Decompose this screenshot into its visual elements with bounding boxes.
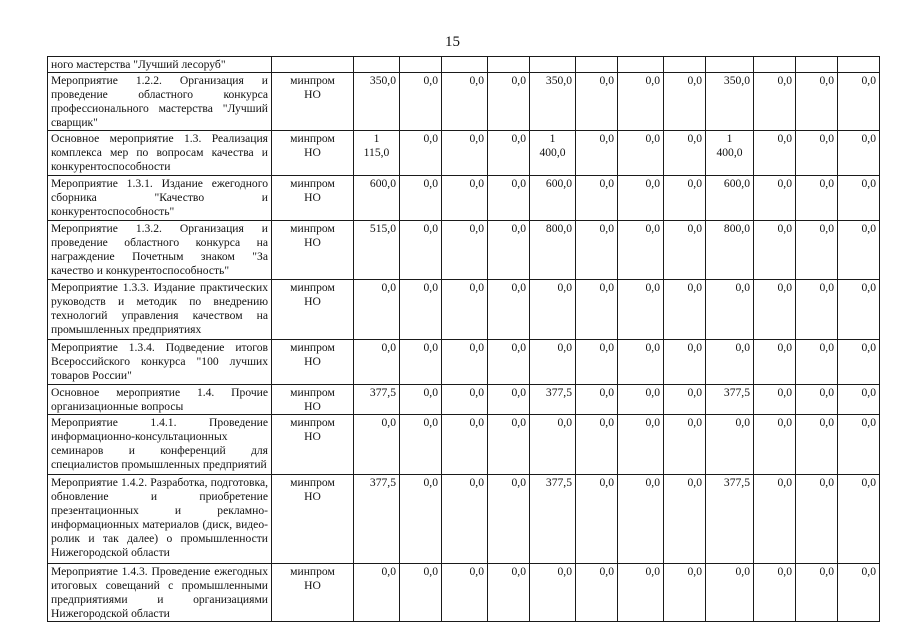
value-cell: 0,0: [400, 131, 442, 176]
value-cell: 0,0: [796, 131, 838, 176]
value-cell: 600,0: [530, 176, 576, 221]
activity-name-cell: Основное мероприятие 1.4. Прочие организационные вопросы: [48, 385, 272, 415]
table-row: [48, 415, 880, 475]
value-cell: 0,0: [838, 564, 880, 622]
value-cell: 0,0: [796, 340, 838, 385]
value-cell: 1 115,0: [354, 131, 400, 176]
value-cell: 0,0: [664, 176, 706, 221]
value-cell: 0,0: [754, 564, 796, 622]
value-cell: [754, 57, 796, 73]
value-cell: 0,0: [400, 415, 442, 475]
executor-cell: минпром НО: [272, 385, 354, 415]
value-cell: 377,5: [530, 475, 576, 564]
value-cell: 0,0: [664, 221, 706, 280]
value-cell: 0,0: [576, 385, 618, 415]
value-cell: [706, 57, 754, 73]
table-row: [48, 475, 880, 564]
value-cell: 0,0: [400, 340, 442, 385]
value-cell: 0,0: [838, 385, 880, 415]
value-cell: 0,0: [442, 415, 488, 475]
value-cell: 377,5: [530, 385, 576, 415]
value-cell: 0,0: [838, 176, 880, 221]
table-row: [48, 57, 880, 73]
value-cell: 0,0: [664, 280, 706, 340]
executor-cell: минпром НО: [272, 221, 354, 280]
value-cell: 0,0: [530, 280, 576, 340]
value-cell: [618, 57, 664, 73]
value-cell: 0,0: [576, 475, 618, 564]
value-cell: [576, 57, 618, 73]
value-cell: 0,0: [618, 131, 664, 176]
value-cell: 0,0: [488, 340, 530, 385]
activity-name-cell: Мероприятие 1.3.4. Подведение итогов Всероссийского конкурса "100 лучших товаров России": [48, 340, 272, 385]
value-cell: 0,0: [754, 475, 796, 564]
value-cell: 0,0: [754, 176, 796, 221]
value-cell: 800,0: [530, 221, 576, 280]
value-cell: 0,0: [796, 73, 838, 131]
activity-name-cell: Мероприятие 1.2.2. Организация и проведение областного конкурса профессионального мастерства "Лучший сварщик": [48, 73, 272, 131]
value-cell: 377,5: [354, 385, 400, 415]
value-cell: 0,0: [618, 73, 664, 131]
value-cell: 0,0: [530, 415, 576, 475]
table-row: [48, 73, 880, 131]
executor-cell: минпром НО: [272, 280, 354, 340]
value-cell: 0,0: [530, 564, 576, 622]
value-cell: 0,0: [754, 221, 796, 280]
value-cell: 0,0: [488, 131, 530, 176]
budget-table: [47, 56, 880, 622]
table-row: [48, 131, 880, 176]
value-cell: 0,0: [442, 475, 488, 564]
value-cell: 0,0: [618, 176, 664, 221]
value-cell: 0,0: [754, 340, 796, 385]
executor-cell: минпром НО: [272, 475, 354, 564]
value-cell: 0,0: [754, 385, 796, 415]
table-row: [48, 221, 880, 280]
value-cell: 0,0: [442, 131, 488, 176]
value-cell: 0,0: [706, 280, 754, 340]
value-cell: 377,5: [354, 475, 400, 564]
value-cell: 0,0: [754, 280, 796, 340]
value-cell: 0,0: [838, 280, 880, 340]
value-cell: 0,0: [664, 73, 706, 131]
value-cell: 0,0: [442, 221, 488, 280]
value-cell: 1 400,0: [530, 131, 576, 176]
value-cell: [796, 57, 838, 73]
executor-cell: [272, 57, 354, 73]
executor-cell: минпром НО: [272, 564, 354, 622]
value-cell: 0,0: [664, 385, 706, 415]
value-cell: 0,0: [664, 415, 706, 475]
value-cell: 0,0: [488, 415, 530, 475]
value-cell: 0,0: [664, 131, 706, 176]
value-cell: 0,0: [400, 176, 442, 221]
value-cell: 0,0: [576, 131, 618, 176]
value-cell: 0,0: [754, 131, 796, 176]
value-cell: 0,0: [796, 415, 838, 475]
value-cell: 0,0: [488, 73, 530, 131]
value-cell: [530, 57, 576, 73]
value-cell: 0,0: [838, 221, 880, 280]
value-cell: 0,0: [400, 564, 442, 622]
activity-name-cell: Мероприятие 1.4.2. Разработка, подготовка, обновление и приобретение презентационных и рекламно-информационных материалов (диск, видео-ролик и так далее) о промышленности Нижегородской области: [48, 475, 272, 564]
value-cell: 0,0: [664, 564, 706, 622]
executor-cell: минпром НО: [272, 131, 354, 176]
value-cell: [838, 57, 880, 73]
value-cell: 0,0: [706, 564, 754, 622]
value-cell: 0,0: [618, 385, 664, 415]
value-cell: 0,0: [442, 385, 488, 415]
value-cell: 0,0: [400, 73, 442, 131]
value-cell: 600,0: [706, 176, 754, 221]
value-cell: 0,0: [354, 415, 400, 475]
value-cell: 0,0: [754, 73, 796, 131]
table-row: [48, 564, 880, 622]
executor-cell: минпром НО: [272, 176, 354, 221]
value-cell: 377,5: [706, 475, 754, 564]
activity-name-cell: Мероприятие 1.3.1. Издание ежегодного сборника "Качество и конкурентоспособность": [48, 176, 272, 221]
value-cell: 0,0: [354, 564, 400, 622]
value-cell: 0,0: [442, 280, 488, 340]
value-cell: 377,5: [706, 385, 754, 415]
value-cell: 0,0: [796, 385, 838, 415]
value-cell: 0,0: [400, 385, 442, 415]
table-row: [48, 176, 880, 221]
value-cell: 0,0: [838, 475, 880, 564]
value-cell: [442, 57, 488, 73]
value-cell: 0,0: [838, 131, 880, 176]
value-cell: 0,0: [400, 221, 442, 280]
executor-cell: минпром НО: [272, 415, 354, 475]
value-cell: 0,0: [838, 340, 880, 385]
value-cell: [664, 57, 706, 73]
executor-cell: минпром НО: [272, 340, 354, 385]
value-cell: 0,0: [618, 221, 664, 280]
value-cell: 0,0: [488, 280, 530, 340]
activity-name-cell: Мероприятие 1.4.1. Проведение информационно-консультационных семинаров и конференций для специалистов промышленных предприятий: [48, 415, 272, 475]
value-cell: 0,0: [488, 475, 530, 564]
value-cell: 0,0: [838, 415, 880, 475]
value-cell: 350,0: [706, 73, 754, 131]
value-cell: 0,0: [488, 564, 530, 622]
value-cell: 0,0: [618, 475, 664, 564]
value-cell: 0,0: [576, 176, 618, 221]
value-cell: 0,0: [354, 280, 400, 340]
value-cell: 0,0: [576, 73, 618, 131]
value-cell: 0,0: [576, 415, 618, 475]
executor-cell: минпром НО: [272, 73, 354, 131]
value-cell: 0,0: [796, 475, 838, 564]
value-cell: 0,0: [618, 415, 664, 475]
value-cell: 0,0: [488, 176, 530, 221]
value-cell: 0,0: [400, 475, 442, 564]
value-cell: 0,0: [664, 475, 706, 564]
page-number: 15: [445, 34, 460, 50]
activity-name-cell: Основное мероприятие 1.3. Реализация комплекса мер по вопросам качества и конкурентоспособности: [48, 131, 272, 176]
value-cell: 515,0: [354, 221, 400, 280]
value-cell: 0,0: [576, 340, 618, 385]
value-cell: 350,0: [530, 73, 576, 131]
value-cell: 800,0: [706, 221, 754, 280]
activity-name-cell: Мероприятие 1.3.2. Организация и проведение областного конкурса на награждение Почетным знаком "За качество и конкурентоспособность": [48, 221, 272, 280]
table-row: [48, 340, 880, 385]
value-cell: 0,0: [754, 415, 796, 475]
value-cell: 0,0: [796, 564, 838, 622]
value-cell: [400, 57, 442, 73]
value-cell: 0,0: [576, 280, 618, 340]
activity-name-cell: ного мастерства "Лучший лесоруб": [48, 57, 272, 73]
value-cell: 1 400,0: [706, 131, 754, 176]
table-row: [48, 385, 880, 415]
value-cell: 0,0: [442, 73, 488, 131]
value-cell: 0,0: [706, 415, 754, 475]
value-cell: 0,0: [442, 564, 488, 622]
value-cell: 350,0: [354, 73, 400, 131]
value-cell: 600,0: [354, 176, 400, 221]
activity-name-cell: Мероприятие 1.4.3. Проведение ежегодных итоговых совещаний с промышленными предприятиями и организациями Нижегородской области: [48, 564, 272, 622]
value-cell: 0,0: [796, 280, 838, 340]
value-cell: 0,0: [442, 340, 488, 385]
value-cell: 0,0: [576, 221, 618, 280]
value-cell: 0,0: [530, 340, 576, 385]
value-cell: [488, 57, 530, 73]
value-cell: 0,0: [796, 221, 838, 280]
value-cell: 0,0: [488, 385, 530, 415]
value-cell: 0,0: [618, 340, 664, 385]
value-cell: 0,0: [618, 280, 664, 340]
value-cell: 0,0: [618, 564, 664, 622]
value-cell: 0,0: [706, 340, 754, 385]
value-cell: 0,0: [442, 176, 488, 221]
value-cell: 0,0: [354, 340, 400, 385]
table-row: [48, 280, 880, 340]
value-cell: 0,0: [400, 280, 442, 340]
value-cell: 0,0: [664, 340, 706, 385]
value-cell: [354, 57, 400, 73]
value-cell: 0,0: [838, 73, 880, 131]
activity-name-cell: Мероприятие 1.3.3. Издание практических руководств и методик по внедрению технологий управления качеством на промышленных предприятиях: [48, 280, 272, 340]
value-cell: 0,0: [488, 221, 530, 280]
value-cell: 0,0: [796, 176, 838, 221]
value-cell: 0,0: [576, 564, 618, 622]
